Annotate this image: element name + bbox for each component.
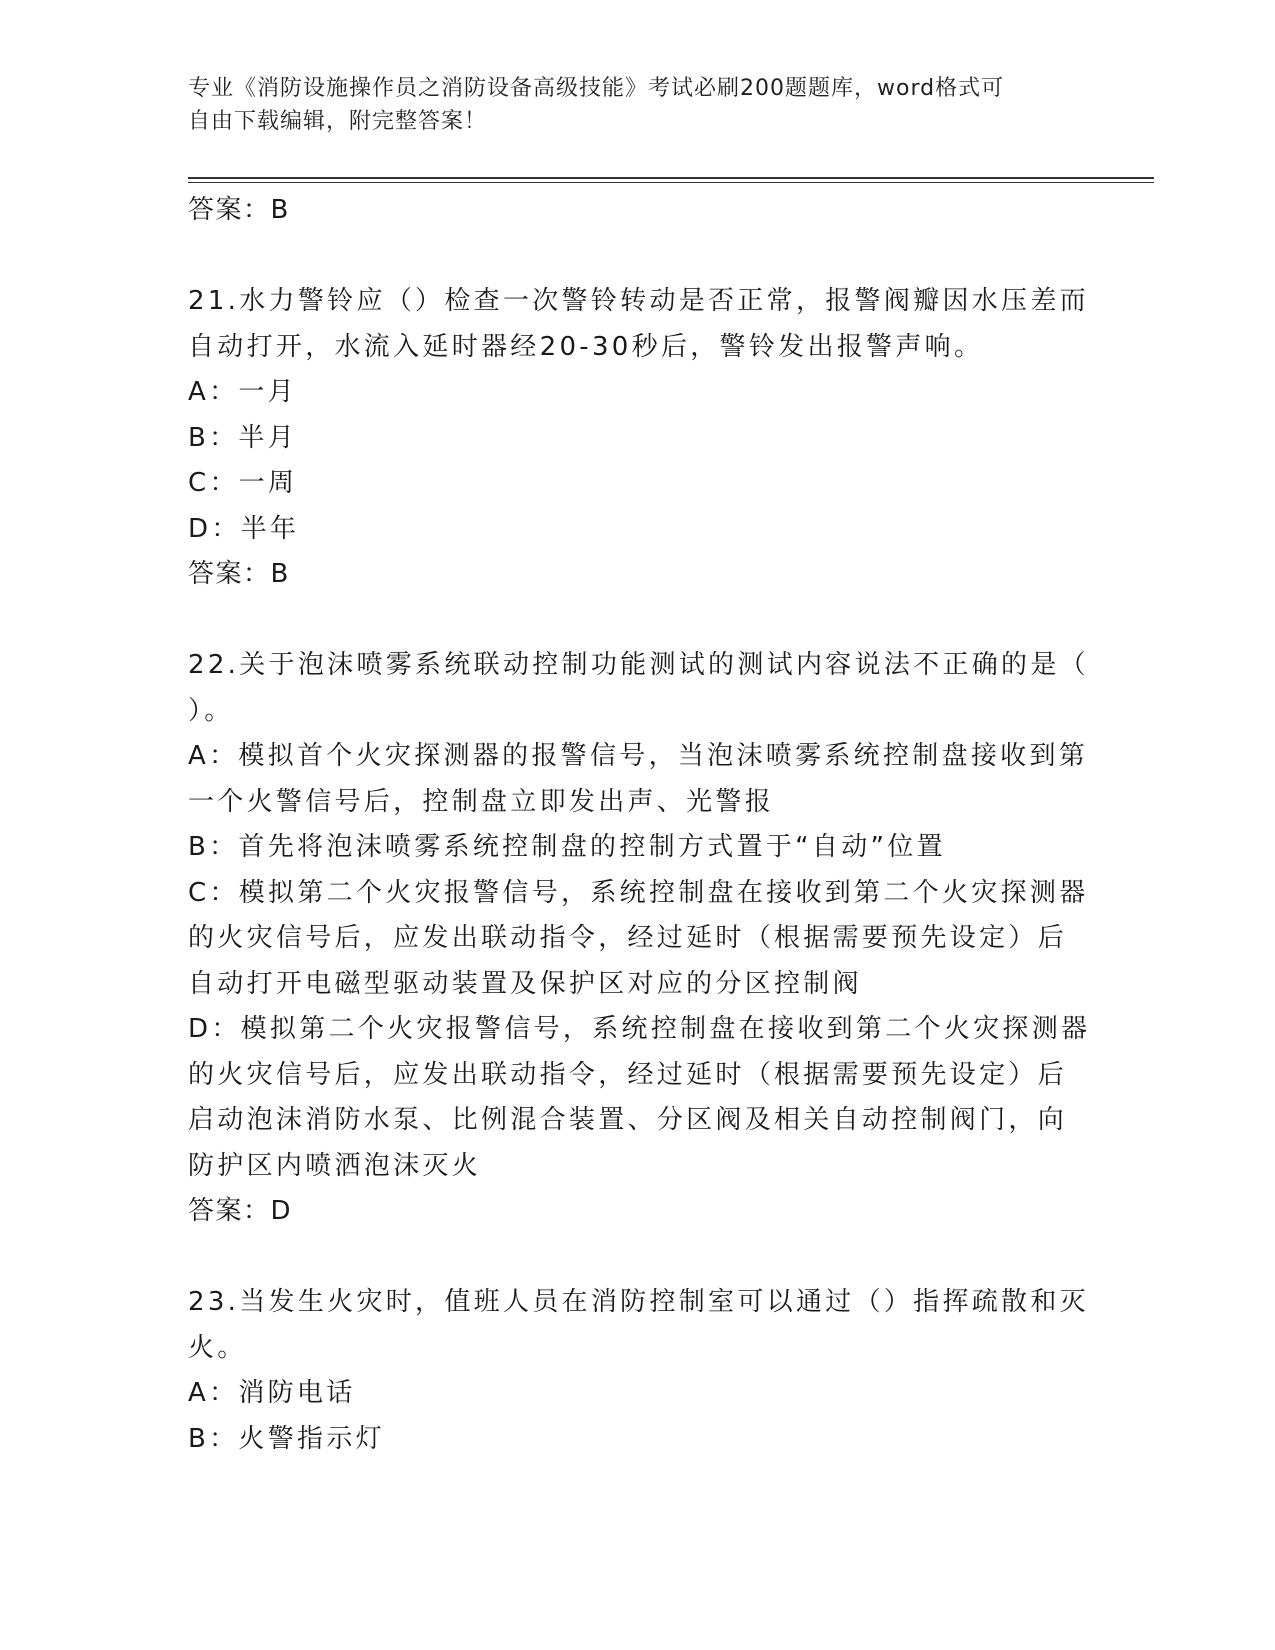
- question-text: 自动打开，水流入延时器经20-30秒后，警铃发出报警声响。: [188, 331, 984, 362]
- option-a-cont: 一个火警信号后，控制盘立即发出声、光警报: [188, 786, 775, 817]
- question-text: 21.水力警铃应（）检查一次警铃转动是否正常，报警阀瓣因水压差而: [188, 286, 1089, 316]
- option-a: A：一月: [188, 377, 297, 407]
- question-text: 22.关于泡沫喷雾系统联动控制功能测试的测试内容说法不正确的是（: [188, 650, 1089, 680]
- option-b: B：火警指示灯: [188, 1423, 385, 1454]
- question-21: [188, 279, 1089, 598]
- option-d-cont: 启动泡沫消防水泵、比例混合装置、分区阀及相关自动控制阀门，向: [188, 1105, 1068, 1135]
- previous-answer: 答案：B: [188, 195, 290, 225]
- option-a: A：消防电话: [188, 1378, 356, 1408]
- spacer: [188, 598, 1068, 644]
- option-c: C：模拟第二个火灾报警信号，系统控制盘在接收到第二个火灾探测器: [188, 877, 1089, 908]
- option-c: C：一周: [188, 468, 298, 498]
- option-d: D：半年: [188, 513, 300, 544]
- question-text: 23.当发生火灾时，值班人员在消防控制室可以通过（）指挥疏散和灭: [188, 1287, 1089, 1317]
- option-c-cont: 自动打开电磁型驱动装置及保护区对应的分区控制阀: [188, 968, 862, 999]
- question-content: [188, 188, 1091, 1462]
- option-d-cont: 防护区内喷洒泡沫灭火: [188, 1150, 482, 1181]
- option-d-cont: 的火灾信号后，应发出联动指令，经过延时（根据需要预先设定）后: [188, 1059, 1068, 1090]
- answer: 答案：D: [188, 1196, 293, 1226]
- question-22: [188, 643, 1091, 1235]
- answer: 答案：B: [188, 559, 290, 589]
- question-text: ）。: [188, 695, 234, 726]
- spacer: [188, 1235, 1068, 1281]
- spacer: [188, 234, 1068, 280]
- option-a: A：模拟首个火灾探测器的报警信号，当泡沫喷雾系统控制盘接收到第: [188, 741, 1089, 771]
- option-b: B：首先将泡沫喷雾系统控制盘的控制方式置于“自动”位置: [188, 832, 946, 862]
- header-divider-thick: [188, 177, 1154, 179]
- option-d: D：模拟第二个火灾报警信号，系统控制盘在接收到第二个火灾探测器: [188, 1014, 1091, 1044]
- option-c-cont: 的火灾信号后，应发出联动指令，经过延时（根据需要预先设定）后: [188, 923, 1068, 953]
- header-line-1: 专业《消防设施操作员之消防设备高级技能》考试必刷200题题库，word格式可: [188, 76, 1005, 101]
- question-23: [188, 1280, 1089, 1462]
- option-b: B：半月: [188, 422, 298, 453]
- page-header: [188, 72, 1068, 138]
- question-text: 火。: [188, 1332, 247, 1363]
- header-line-2: 自由下载编辑，附完整答案！: [188, 109, 488, 134]
- header-divider-thin: [188, 182, 1154, 183]
